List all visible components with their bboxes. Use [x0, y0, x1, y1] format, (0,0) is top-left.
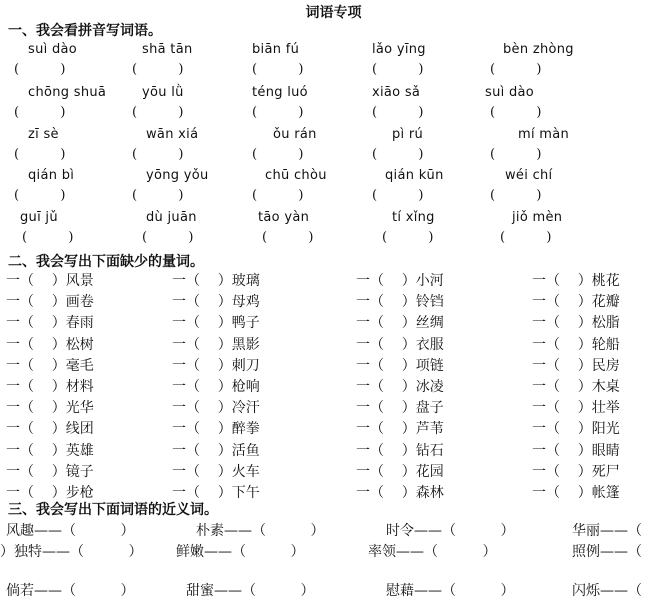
synonym-item: 慰藉——（ ）: [386, 583, 515, 599]
answer-blank: ( ): [132, 147, 184, 162]
answer-blank: ( ): [252, 62, 304, 77]
measure-word-item: 一（ ）丝绸: [356, 315, 444, 332]
pinyin-prompt: shā tān: [142, 42, 193, 57]
measure-word-item: 一（ ）帐篷: [532, 485, 620, 501]
pinyin-prompt: dù juān: [146, 210, 197, 225]
measure-word-item: 一（ ）醉拳: [172, 421, 260, 438]
pinyin-prompt: lǎo yīng: [372, 42, 426, 57]
answer-blank: ( ): [372, 147, 424, 162]
pinyin-prompt: ǒu rán: [273, 127, 317, 142]
pinyin-prompt: téng luó: [252, 85, 308, 100]
measure-word-item: 一（ ）刺刀: [172, 357, 260, 374]
measure-word-item: 一（ ）眼睛: [532, 442, 620, 459]
measure-word-item: 一（ ）风景: [6, 273, 94, 289]
section-1-heading: 一、我会看拼音写词语。: [8, 23, 162, 39]
measure-word-item: 一（ ）鸭子: [172, 315, 260, 332]
answer-blank: ( ): [252, 147, 304, 162]
pinyin-prompt: yōu lǜ: [142, 85, 184, 100]
measure-word-item: 一（ ）线团: [6, 421, 94, 438]
pinyin-prompt: pì rú: [392, 127, 424, 142]
measure-word-item: 一（ ）松脂: [532, 315, 620, 332]
pinyin-prompt: qián kūn: [385, 168, 444, 183]
synonym-item: 率领——（ ）: [368, 544, 497, 560]
measure-word-item: 一（ ）森林: [356, 485, 444, 501]
pinyin-prompt: chōng shuā: [28, 85, 107, 100]
synonym-item: 闪烁——（: [572, 583, 642, 599]
answer-blank: ( ): [372, 188, 424, 203]
measure-word-item: 一（ ）步枪: [6, 485, 94, 501]
answer-blank: ( ): [132, 62, 184, 77]
measure-word-item: 一（ ）冷汗: [172, 400, 260, 417]
synonym-item: 照例——（: [572, 544, 642, 560]
measure-word-item: 一（ ）盘子: [356, 400, 444, 417]
measure-word-item: 一（ ）冰凌: [356, 379, 444, 395]
answer-blank: ( ): [252, 105, 304, 120]
page-title: 词语专项: [305, 5, 362, 21]
pinyin-prompt: xiāo sǎ: [372, 85, 421, 100]
synonym-item: ）独特——（ ）: [0, 544, 143, 560]
measure-word-item: 一（ ）镜子: [6, 463, 94, 480]
measure-word-item: 一（ ）花瓣: [532, 294, 620, 311]
pinyin-prompt: mí màn: [518, 127, 570, 142]
synonym-item: 风趣——（ ）: [6, 523, 135, 539]
answer-blank: ( ): [372, 105, 424, 120]
measure-word-item: 一（ ）小河: [356, 273, 444, 289]
answer-blank: ( ): [490, 147, 542, 162]
measure-word-item: 一（ ）衣服: [356, 336, 444, 353]
measure-word-item: 一（ ）光华: [6, 400, 94, 417]
pinyin-prompt: chū chòu: [265, 168, 327, 183]
measure-word-item: 一（ ）木桌: [532, 379, 620, 395]
measure-word-item: 一（ ）松树: [6, 336, 94, 353]
measure-word-item: 一（ ）芦苇: [356, 421, 444, 438]
measure-word-item: 一（ ）英雄: [6, 442, 94, 459]
answer-blank: ( ): [372, 62, 424, 77]
measure-word-item: 一（ ）毫毛: [6, 357, 94, 374]
answer-blank: ( ): [14, 188, 66, 203]
pinyin-prompt: wān xiá: [146, 127, 199, 142]
synonym-item: 倘若——（ ）: [6, 583, 135, 599]
measure-word-item: 一（ ）母鸡: [172, 294, 260, 311]
answer-blank: ( ): [22, 230, 74, 245]
pinyin-prompt: bèn zhòng: [503, 42, 574, 57]
answer-blank: ( ): [14, 105, 66, 120]
answer-blank: ( ): [382, 230, 434, 245]
measure-word-item: 一（ ）死尸: [532, 463, 620, 480]
answer-blank: ( ): [490, 188, 542, 203]
measure-word-item: 一（ ）民房: [532, 357, 620, 374]
measure-word-item: 一（ ）钻石: [356, 442, 444, 459]
measure-word-item: 一（ ）枪响: [172, 379, 260, 395]
measure-word-item: 一（ ）阳光: [532, 421, 620, 438]
pinyin-prompt: suì dào: [28, 42, 78, 57]
synonym-item: 朴素——（ ）: [196, 523, 325, 539]
pinyin-prompt: qián bì: [28, 168, 75, 183]
pinyin-prompt: wéi chí: [505, 168, 553, 183]
measure-word-item: 一（ ）画卷: [6, 294, 94, 311]
synonym-item: 华丽——（: [572, 523, 642, 539]
measure-word-item: 一（ ）材料: [6, 379, 94, 395]
pinyin-prompt: jiǒ mèn: [512, 210, 563, 225]
pinyin-prompt: zī sè: [28, 127, 59, 142]
measure-word-item: 一（ ）花园: [356, 463, 444, 480]
section-2-heading: 二、我会写出下面缺少的量词。: [8, 254, 204, 270]
answer-blank: ( ): [262, 230, 314, 245]
measure-word-item: 一（ ）铃铛: [356, 294, 444, 311]
measure-word-item: 一（ ）春雨: [6, 315, 94, 332]
synonym-item: 鲜嫩——（ ）: [176, 544, 305, 560]
answer-blank: ( ): [490, 62, 542, 77]
pinyin-prompt: tí xǐng: [392, 210, 435, 225]
answer-blank: ( ): [14, 62, 66, 77]
measure-word-item: 一（ ）黑影: [172, 336, 260, 353]
pinyin-prompt: biān fú: [252, 42, 300, 57]
measure-word-item: 一（ ）火车: [172, 463, 260, 480]
pinyin-prompt: tāo yàn: [258, 210, 310, 225]
pinyin-prompt: guī jǔ: [20, 210, 58, 225]
answer-blank: ( ): [14, 147, 66, 162]
answer-blank: ( ): [500, 230, 552, 245]
measure-word-item: 一（ ）轮船: [532, 336, 620, 353]
synonym-item: 时令——（ ）: [386, 523, 515, 539]
answer-blank: ( ): [252, 188, 304, 203]
measure-word-item: 一（ ）下午: [172, 485, 260, 501]
section-3-heading: 三、我会写出下面词语的近义词。: [8, 502, 218, 518]
measure-word-item: 一（ ）活鱼: [172, 442, 260, 459]
measure-word-item: 一（ ）玻璃: [172, 273, 260, 289]
measure-word-item: 一（ ）壮举: [532, 400, 620, 417]
answer-blank: ( ): [132, 188, 184, 203]
answer-blank: ( ): [490, 105, 542, 120]
measure-word-item: 一（ ）项链: [356, 357, 444, 374]
answer-blank: ( ): [142, 230, 194, 245]
answer-blank: ( ): [132, 105, 184, 120]
pinyin-prompt: suì dào: [485, 85, 535, 100]
synonym-item: 甜蜜——（ ）: [186, 583, 315, 599]
pinyin-prompt: yōng yǒu: [146, 168, 209, 183]
measure-word-item: 一（ ）桃花: [532, 273, 620, 289]
